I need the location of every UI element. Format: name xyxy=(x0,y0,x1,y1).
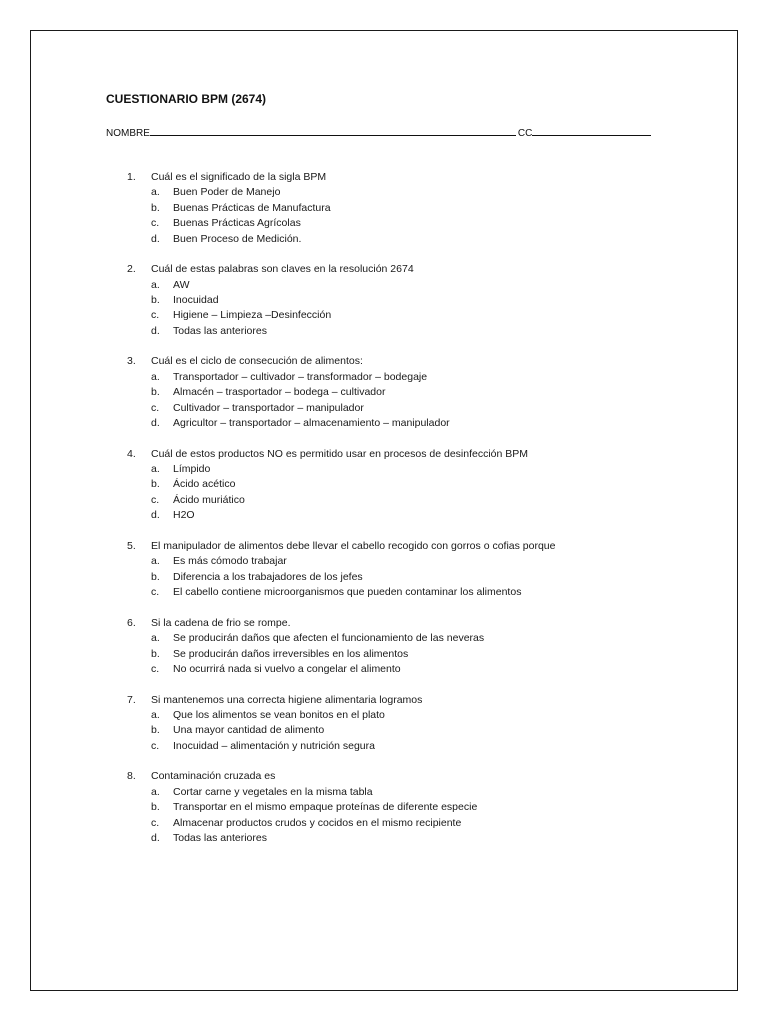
option-text: Transportar en el mismo empaque proteínas de diferente especie xyxy=(173,801,478,814)
question-text: Si mantenemos una correcta higiene alimentaria logramos xyxy=(151,693,423,706)
answer-option xyxy=(127,831,727,846)
question-number: 1. xyxy=(127,171,136,183)
question-6 xyxy=(127,616,727,678)
option-letter: a. xyxy=(151,370,160,383)
question-number: 6. xyxy=(127,616,136,629)
answer-option xyxy=(127,647,727,662)
question-number: 4. xyxy=(127,447,136,460)
answer-option xyxy=(127,385,727,400)
question-number: 8. xyxy=(127,770,136,783)
name-blank-line xyxy=(150,125,516,136)
question-7 xyxy=(127,693,727,755)
option-letter: c. xyxy=(151,586,160,599)
option-text: AW xyxy=(173,278,190,291)
question-text: Contaminación cruzada es xyxy=(151,770,276,783)
option-text: Buen Proceso de Medición. xyxy=(173,232,302,245)
answer-option xyxy=(127,416,727,431)
question-heading xyxy=(127,170,727,185)
answer-option xyxy=(127,585,727,600)
option-text: H2O xyxy=(173,509,195,522)
name-cc-row xyxy=(106,125,651,139)
question-heading xyxy=(127,354,727,369)
question-text: Si la cadena de frio se rompe. xyxy=(151,616,291,629)
answer-option xyxy=(127,201,727,216)
answer-option xyxy=(127,308,727,323)
option-letter: c. xyxy=(151,401,160,414)
answer-option xyxy=(127,723,727,738)
cc-blank-line xyxy=(532,125,651,136)
answer-option xyxy=(127,800,727,815)
question-text: Cuál es el significado de la sigla BPM xyxy=(151,171,327,183)
name-label: NOMBRE xyxy=(106,128,150,139)
question-text: Cuál de estos productos NO es permitido usar en procesos de desinfección BPM xyxy=(151,447,529,460)
option-text: Diferencia a los trabajadores de los jefes xyxy=(173,570,363,583)
option-text: Una mayor cantidad de alimento xyxy=(173,724,325,737)
answer-option xyxy=(127,232,727,247)
option-text: El cabello contiene microorganismos que pueden contaminar los alimentos xyxy=(173,586,522,599)
option-text: Almacén – trasportador – bodega – cultivador xyxy=(173,386,386,399)
option-letter: c. xyxy=(151,816,160,829)
answer-option xyxy=(127,462,727,477)
option-text: Buenas Prácticas de Manufactura xyxy=(173,201,331,214)
option-text: Agricultor – transportador – almacenamiento – manipulador xyxy=(173,417,450,430)
option-text: Es más cómodo trabajar xyxy=(173,555,287,568)
option-letter: d. xyxy=(151,509,160,522)
option-text: Transportador – cultivador – transformador – bodegaje xyxy=(173,370,428,383)
cc-label: CC xyxy=(517,128,533,139)
option-text: Cultivador – transportador – manipulador xyxy=(173,401,364,414)
question-number: 5. xyxy=(127,539,136,552)
question-text: Cuál es el ciclo de consecución de alimentos: xyxy=(151,355,363,368)
option-text: Se producirán daños irreversibles en los alimentos xyxy=(173,647,409,660)
option-letter: c. xyxy=(151,309,160,322)
option-text: Inocuidad – alimentación y nutrición segura xyxy=(173,739,375,752)
answer-option xyxy=(127,493,727,508)
option-letter: b. xyxy=(151,386,160,399)
question-1 xyxy=(127,170,727,247)
question-2 xyxy=(127,262,727,339)
option-letter: c. xyxy=(151,739,160,752)
answer-option xyxy=(127,324,727,339)
option-text: Todas las anteriores xyxy=(173,831,267,844)
answer-option xyxy=(127,278,727,293)
question-list xyxy=(127,170,727,862)
option-text: Inocuidad xyxy=(173,294,219,307)
answer-option xyxy=(127,401,727,416)
question-heading xyxy=(127,447,727,462)
answer-option xyxy=(127,785,727,800)
answer-option xyxy=(127,554,727,569)
answer-option xyxy=(127,216,727,231)
question-5 xyxy=(127,539,727,601)
option-letter: b. xyxy=(151,201,160,214)
option-letter: d. xyxy=(151,232,160,245)
question-text: El manipulador de alimentos debe llevar el cabello recogido con gorros o cofias porque xyxy=(151,539,556,552)
option-letter: a. xyxy=(151,785,160,798)
option-text: No ocurrirá nada si vuelvo a congelar el alimento xyxy=(173,662,401,675)
answer-option xyxy=(127,739,727,754)
answer-option xyxy=(127,185,727,200)
option-letter: d. xyxy=(151,831,160,844)
option-letter: b. xyxy=(151,570,160,583)
option-text: Buen Poder de Manejo xyxy=(173,186,281,199)
option-letter: b. xyxy=(151,801,160,814)
answer-option xyxy=(127,508,727,523)
option-text: Ácido muriático xyxy=(173,493,245,506)
option-text: Buenas Prácticas Agrícolas xyxy=(173,217,301,230)
question-heading xyxy=(127,693,727,708)
answer-option xyxy=(127,662,727,677)
option-letter: a. xyxy=(151,278,160,291)
option-letter: a. xyxy=(151,186,160,199)
question-8 xyxy=(127,769,727,846)
option-letter: b. xyxy=(151,294,160,307)
answer-option xyxy=(127,631,727,646)
question-heading xyxy=(127,616,727,631)
question-heading xyxy=(127,539,727,554)
option-text: Que los alimentos se vean bonitos en el plato xyxy=(173,708,385,721)
option-text: Ácido acético xyxy=(173,478,236,491)
option-text: Cortar carne y vegetales en la misma tabla xyxy=(173,785,373,798)
option-text: Se producirán daños que afecten el funcionamiento de las neveras xyxy=(173,632,485,645)
option-letter: c. xyxy=(151,217,160,230)
answer-option xyxy=(127,370,727,385)
option-letter: d. xyxy=(151,324,160,337)
option-text: Almacenar productos crudos y cocidos en el mismo recipiente xyxy=(173,816,462,829)
option-letter: a. xyxy=(151,632,160,645)
option-letter: a. xyxy=(151,708,160,721)
option-letter: c. xyxy=(151,662,160,675)
answer-option xyxy=(127,816,727,831)
question-number: 7. xyxy=(127,693,136,706)
question-text: Cuál de estas palabras son claves en la resolución 2674 xyxy=(151,263,414,276)
option-letter: b. xyxy=(151,724,160,737)
document-title: CUESTIONARIO BPM (2674) xyxy=(106,92,267,106)
question-4 xyxy=(127,447,727,524)
option-text: Higiene – Limpieza –Desinfección xyxy=(173,309,332,322)
option-letter: a. xyxy=(151,463,160,476)
option-letter: b. xyxy=(151,647,160,660)
answer-option xyxy=(127,293,727,308)
question-3 xyxy=(127,354,727,431)
question-number: 2. xyxy=(127,263,136,276)
option-letter: d. xyxy=(151,417,160,430)
question-heading xyxy=(127,769,727,784)
option-letter: a. xyxy=(151,555,160,568)
question-heading xyxy=(127,262,727,277)
option-text: Todas las anteriores xyxy=(173,324,267,337)
answer-option xyxy=(127,708,727,723)
option-text: Límpido xyxy=(173,463,211,476)
option-letter: b. xyxy=(151,478,160,491)
answer-option xyxy=(127,477,727,492)
option-letter: c. xyxy=(151,493,160,506)
answer-option xyxy=(127,570,727,585)
question-number: 3. xyxy=(127,355,136,368)
